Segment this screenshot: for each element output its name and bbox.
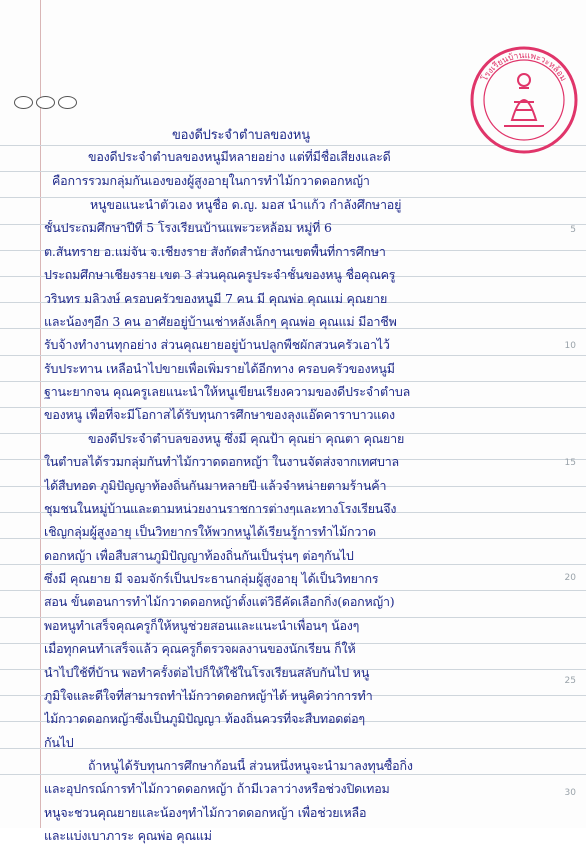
handwritten-line: นำไปใช้ที่บ้าน พอทำครั้งต่อไปก็ให้ใช้ในโรงเรียนสลับกันไป หนู: [44, 665, 370, 680]
handwritten-line: ประถมศึกษาเชียงราย เขต 3 ส่วนคุณครูประจำชั้นของหนู ชื่อคุณครู: [44, 267, 396, 282]
handwritten-line: ของหนู เพื่อที่จะมีโอกาสได้รับทุนการศึกษาของลุงแอ๊ดคาราบาวแดง: [44, 407, 395, 422]
ruled-line: [0, 355, 586, 356]
handwritten-line: ของดีประจำตำบลของหนู ซึ่งมี คุณป้า คุณย่า คุณตา คุณยาย: [88, 431, 405, 446]
punch-hole-icon: [36, 96, 55, 109]
handwritten-line: ได้สืบทอด ภูมิปัญญาท้องถิ่นกันมาหลายปี แล้วจำหน่ายตามร้านค้า: [44, 478, 387, 493]
handwritten-line: ถ้าหนูได้รับทุนการศึกษาก้อนนี้ ส่วนหนึ่งหนูจะนำมาลงทุนซื้อกิ่ง: [88, 758, 413, 773]
handwritten-line: ชั้นประถมศึกษาปีที่ 5 โรงเรียนบ้านแพะวะหล้อม หมู่ที่ 6: [44, 220, 332, 235]
handwritten-line: และอุปกรณ์การทำไม้กวาดดอกหญ้า ถ้ามีเวลาว่างหรือช่วงปิดเทอม: [44, 781, 390, 796]
ruled-line: [0, 564, 586, 565]
svg-text:โรงเรียนบ้านแพะวะหล้อม: [479, 51, 568, 83]
handwritten-line: รับจ้างทำงานทุกอย่าง ส่วนคุณยายอยู่บ้านปลูกพืชผักสวนครัวเอาไว้: [44, 337, 390, 352]
handwritten-line: คือการรวมกลุ่มกันเองของผู้สูงอายุในการทำไม้กวาดดอกหญ้า: [52, 173, 370, 188]
handwritten-line: ในตำบลได้รวมกลุ่มกันทำไม้กวาดดอกหญ้า ในงานจัดส่งจากเทศบาล: [44, 454, 399, 469]
punch-hole-icon: [14, 96, 33, 109]
line-number: 15: [564, 458, 576, 468]
handwritten-line: และแบ่งเบาภาระ คุณพ่อ คุณแม่: [44, 828, 212, 843]
ruled-line: [0, 748, 586, 749]
handwritten-line: ต.สันทราย อ.แม่จัน จ.เชียงราย สังกัดสำนักงานเขตพื้นที่การศึกษา: [44, 244, 386, 259]
line-number: 5: [570, 225, 576, 235]
handwritten-line: ภูมิใจและดีใจที่สามารถทำไม้กวาดดอกหญ้าได้ หนูคิดว่าการทำ: [44, 688, 373, 703]
handwritten-line: สอน ขั้นตอนการทำไม้กวาดดอกหญ้าตั้งแต่วิธีคัดเลือกกิ่ง(ดอกหญ้า): [44, 594, 395, 609]
handwritten-line: ของดีประจำตำบลของหนูมีหลายอย่าง แต่ที่มีชื่อเสียงและดี: [88, 149, 391, 164]
handwritten-line: รับประทาน เหลือนำไปขายเพื่อเพิ่มรายได้อีกทาง ครอบครัวของหนูมี: [44, 361, 395, 376]
handwritten-line: หนูจะชวนคุณยายและน้องๆทำไม้กวาดดอกหญ้า เพื่อช่วยเหลือ: [44, 805, 367, 820]
handwritten-line: ไม้กวาดดอกหญ้าซึ่งเป็นภูมิปัญญา ท้องถิ่นควรที่จะสืบทอดต่อๆ: [44, 711, 365, 726]
handwritten-line: และน้องๆอีก 3 คน อาศัยอยู่บ้านเช่าหลังเล็กๆ คุณพ่อ คุณแม่ มีอาชีพ: [44, 314, 397, 329]
school-seal-stamp: [464, 40, 584, 160]
document-title: ของดีประจำตำบลของหนู: [172, 128, 310, 143]
handwritten-line: วรินทร มลิวงษ์ ครอบครัวของหนูมี 7 คน มี คุณพ่อ คุณแม่ คุณยาย: [44, 291, 388, 306]
handwritten-line: พอหนูทำเสร็จคุณครูก็ให้หนูช่วยสอนและแนะนำเพื่อนๆ น้องๆ: [44, 618, 360, 633]
handwritten-line: กันไป: [44, 735, 74, 750]
handwritten-line: ชุมชนในหมู่บ้านและตามหน่วยงานราชการต่างๆและทางโรงเรียนจึง: [44, 501, 397, 516]
ruled-line: [0, 381, 586, 382]
handwritten-line: เชิญกลุ่มผู้สูงอายุ เป็นวิทยากรให้พวกหนูได้เรียนรู้การทำไม้กวาด: [44, 524, 376, 539]
line-number: 30: [564, 788, 576, 798]
handwritten-line: ฐานะยากจน คุณครูเลยแนะนำให้หนูเขียนเรียงความของดีประจำตำบล: [44, 384, 411, 399]
handwritten-line: ดอกหญ้า เพื่อสืบสานภูมิปัญญาท้องถิ่นกันเป็นรุ่นๆ ต่อๆกันไป: [44, 548, 354, 563]
line-number: 25: [564, 676, 576, 686]
punch-hole-icon: [58, 96, 77, 109]
handwritten-line: หนูขอแนะนำตัวเอง หนูชื่อ ด.ญ. มอส นำแก้ว กำลังศึกษาอยู่: [90, 197, 402, 212]
line-number: 10: [564, 341, 576, 351]
handwritten-line: เมื่อทุกคนทำเสร็จแล้ว คุณครูก็ตรวจผลงานของนักเรียน ก็ให้: [44, 641, 356, 656]
margin-line: [40, 0, 41, 828]
line-number: 20: [564, 573, 576, 583]
handwritten-line: ซึ่งมี คุณยาย มี จอมจักร์เป็นประธานกลุ่มผู้สูงอายุ ได้เป็นวิทยากร: [44, 571, 379, 586]
seal-text: โรงเรียนบ้านแพะวะหล้อม: [479, 50, 569, 84]
punch-holes: [14, 96, 77, 109]
ruled-line: [0, 590, 586, 591]
